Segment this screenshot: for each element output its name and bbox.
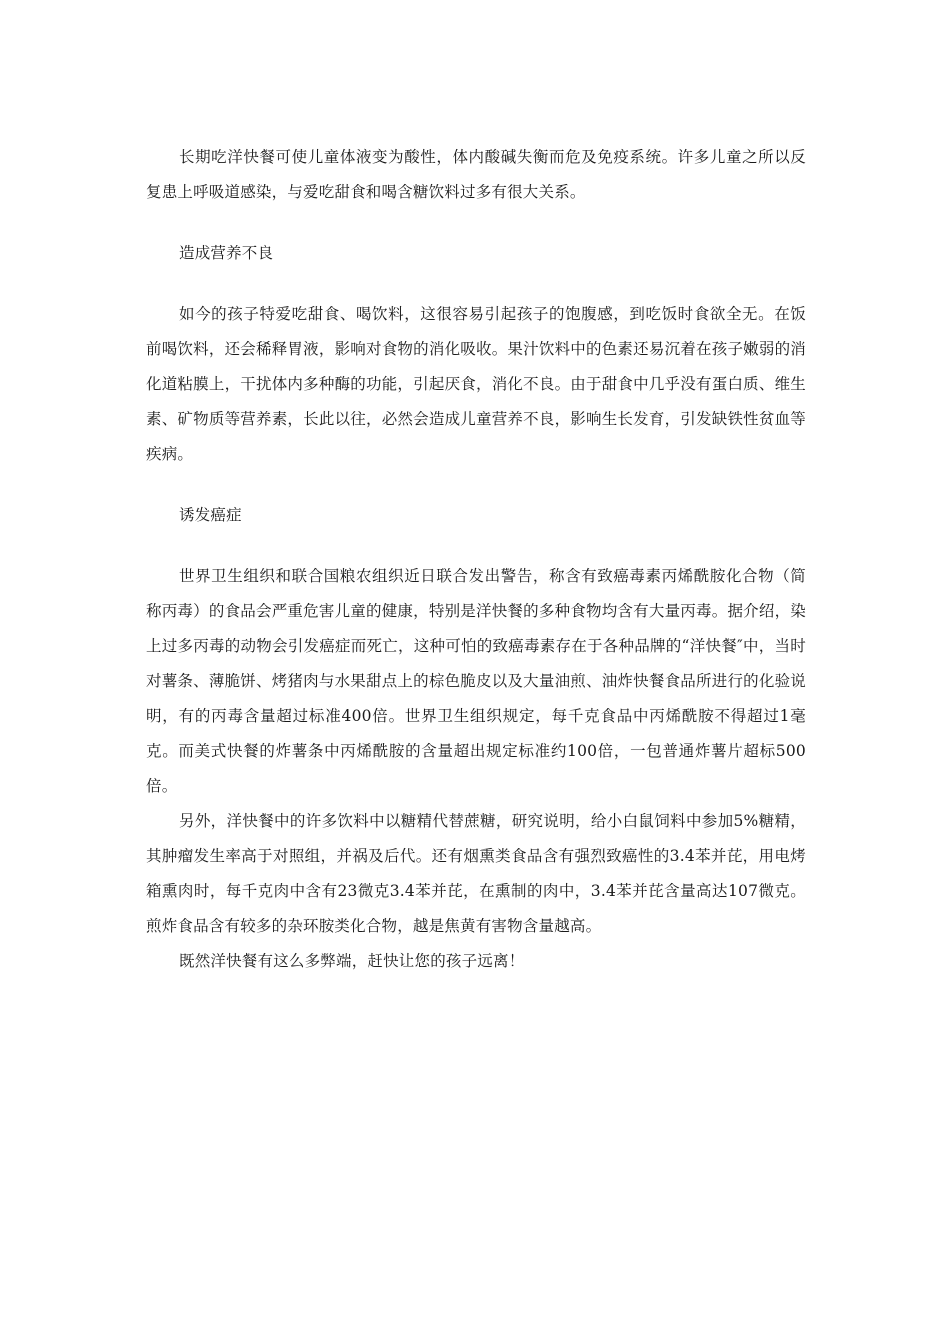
paragraph-conclusion: 既然洋快餐有这么多弊端，赶快让您的孩子远离！ xyxy=(179,952,525,970)
spacer xyxy=(146,271,806,297)
document-body xyxy=(146,140,806,979)
spacer xyxy=(146,472,806,498)
spacer xyxy=(146,533,806,559)
heading-malnutrition: 造成营养不良 xyxy=(179,244,274,262)
spacer xyxy=(146,210,806,236)
paragraph-malnutrition: 如今的孩子特爱吃甜食、喝饮料，这很容易引起孩子的饱腹感，到吃饭时食欲全无。在饭前喝饮料，还会稀释胃液，影响对食物的消化吸收。果汁饮料中的色素还易沉着在孩子嫩弱的消化道粘膜上，干扰体内多种酶的功能，引起厌食，消化不良。由于甜食中几乎没有蛋白质、维生素、矿物质等营养素，长此以往，必然会造成儿童营养不良，影响生长发育，引发缺铁性贫血等疾病。 xyxy=(146,305,806,463)
paragraph-saccharin: 另外，洋快餐中的许多饮料中以糖精代替蔗糖，研究说明，给小白鼠饲料中参加5%糖精，其肿瘤发生率高于对照组，并祸及后代。还有烟熏类食品含有强烈致癌性的3.4苯并芘，用电烤箱熏肉时，每千克肉中含有23微克3.4苯并芘，在熏制的肉中，3.4苯并芘含量高达107微克。煎炸食品含有较多的杂环胺类化合物，越是焦黄有害物含量越高。 xyxy=(146,812,806,935)
paragraph-acrylamide: 世界卫生组织和联合国粮农组织近日联合发出警告，称含有致癌毒素丙烯酰胺化合物（简称丙毒）的食品会严重危害儿童的健康，特别是洋快餐的多种食物均含有大量丙毒。据介绍，染上过多丙毒的动物会引发癌症而死亡，这种可怕的致癌毒素存在于各种品牌的“洋快餐″中，当时对薯条、薄脆饼、烤猪肉与水果甜点上的棕色脆皮以及大量油煎、油炸快餐食品所进行的化验说明，有的丙毒含量超过标准400倍。世界卫生组织规定，每千克食品中丙烯酰胺不得超过1毫克。而美式快餐的炸薯条中丙烯酰胺的含量超出规定标准约100倍，一包普通炸薯片超标500倍。 xyxy=(146,567,806,795)
paragraph-acidity: 长期吃洋快餐可使儿童体液变为酸性，体内酸碱失衡而危及免疫系统。许多儿童之所以反复患上呼吸道感染，与爱吃甜食和喝含糖饮料过多有很大关系。 xyxy=(146,148,806,201)
heading-cancer: 诱发癌症 xyxy=(179,506,242,524)
